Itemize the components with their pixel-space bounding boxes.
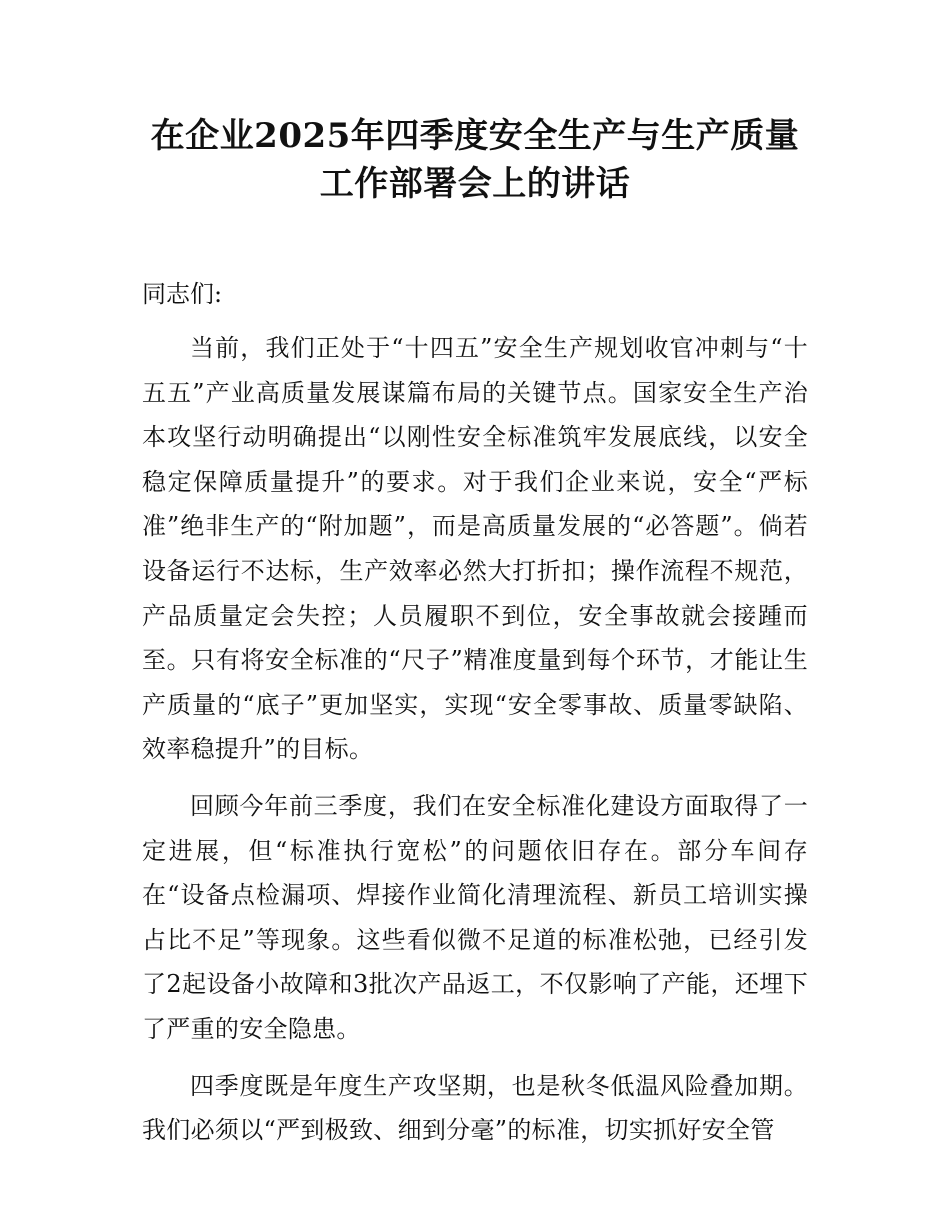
paragraph-1: 当前，我们正处于“十四五”安全生产规划收官冲刺与“十五五”产业高质量发展谋篇布局的关键节点。国家安全生产治本攻坚行动明确提出“以刚性安全标准筑牢发展底线，以安全稳定保障质量提升”的要求。对于我们企业来说，安全“严标准”绝非生产的“附加题”，而是高质量发展的“必答题”。倘若设备运行不达标，生产效率必然大打折扣；操作流程不规范，产品质量定会失控；人员履职不到位，安全事故就会接踵而至。只有将安全标准的“尺子”精准度量到每个环节，才能让生产质量的“底子”更加坚实，实现“安全零事故、质量零缺陷、效率稳提升”的目标。 xyxy=(142,334,808,764)
paragraph-3: 四季度既是年度生产攻坚期，也是秋冬低温风险叠加期。我们必须以“严到极致、细到分毫”的标准，切实抓好安全管 xyxy=(142,1071,808,1145)
salutation: 同志们: xyxy=(142,280,223,308)
paragraph-2: 回顾今年前三季度，我们在安全标准化建设方面取得了一定进展，但“标准执行宽松”的问题依旧存在。部分车间存在“设备点检漏项、焊接作业简化清理流程、新员工培训实操占比不足”等现象。这些看似微不足道的标准松弛，已经引发了2起设备小故障和3批次产品返工，不仅影响了产能，还埋下了严重的安全隐患。 xyxy=(142,791,808,1043)
document-title: 在企业2025年四季度安全生产与生产质量工作部署会上的讲话 xyxy=(150,116,800,204)
